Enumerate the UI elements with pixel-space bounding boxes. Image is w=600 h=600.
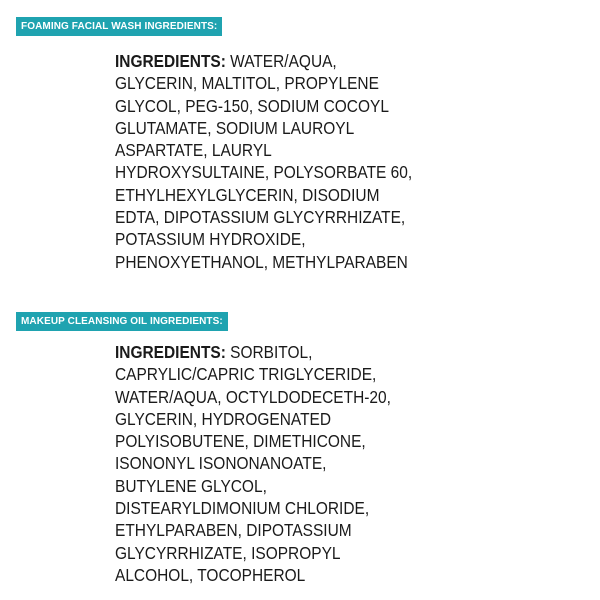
- ingredient-line: GLUTAMATE, SODIUM LAUROYL: [115, 117, 355, 138]
- foaming-facial-wash-header: FOAMING FACIAL WASH INGREDIENTS:: [16, 17, 222, 36]
- makeup-cleansing-oil-header: MAKEUP CLEANSING OIL INGREDIENTS:: [16, 312, 228, 331]
- ingredients-lead-label: INGREDIENTS:: [115, 51, 226, 71]
- ingredient-line: PHENOXYETHANOL, METHYLPARABEN: [115, 251, 408, 272]
- ingredient-line: ASPARTATE, LAURYL: [115, 140, 272, 161]
- ingredient-line: ETHYLPARABEN, DIPOTASSIUM: [115, 520, 352, 541]
- ingredient-line: EDTA, DIPOTASSIUM GLYCYRRHIZATE,: [115, 207, 406, 228]
- ingredients-lead-label: INGREDIENTS:: [115, 342, 226, 362]
- ingredient-line: ISONONYL ISONONANOATE,: [115, 453, 327, 474]
- ingredient-line: HYDROXYSULTAINE, POLYSORBATE 60,: [115, 162, 413, 183]
- ingredient-line: ETHYLHEXYLGLYCERIN, DISODIUM: [115, 184, 380, 205]
- ingredient-line: WATER/AQUA, OCTYLDODECETH-20,: [115, 386, 391, 407]
- ingredient-line: POLYISOBUTENE, DIMETHICONE,: [115, 431, 366, 452]
- ingredient-line: GLYCERIN, MALTITOL, PROPYLENE: [115, 73, 379, 94]
- ingredient-line: POTASSIUM HYDROXIDE,: [115, 229, 306, 250]
- ingredient-line: CAPRYLIC/CAPRIC TRIGLYCERIDE,: [115, 364, 377, 385]
- ingredient-line: BUTYLENE GLYCOL,: [115, 475, 267, 496]
- ingredient-line: GLYCYRRHIZATE, ISOPROPYL: [115, 542, 341, 563]
- ingredient-line: GLYCOL, PEG-150, SODIUM COCOYL: [115, 95, 389, 116]
- ingredient-text: SORBITOL,: [225, 342, 313, 362]
- ingredient-line: GLYCERIN, HYDROGENATED: [115, 408, 332, 429]
- ingredient-line: [115, 50, 421, 72]
- foaming-facial-wash-ingredients: [115, 50, 421, 273]
- ingredient-line: ALCOHOL, TOCOPHEROL: [115, 564, 306, 585]
- makeup-cleansing-oil-ingredients: [115, 341, 421, 586]
- ingredient-line: DISTEARYLDIMONIUM CHLORIDE,: [115, 498, 370, 519]
- ingredient-line: [115, 341, 421, 363]
- ingredient-text: WATER/AQUA,: [225, 51, 337, 71]
